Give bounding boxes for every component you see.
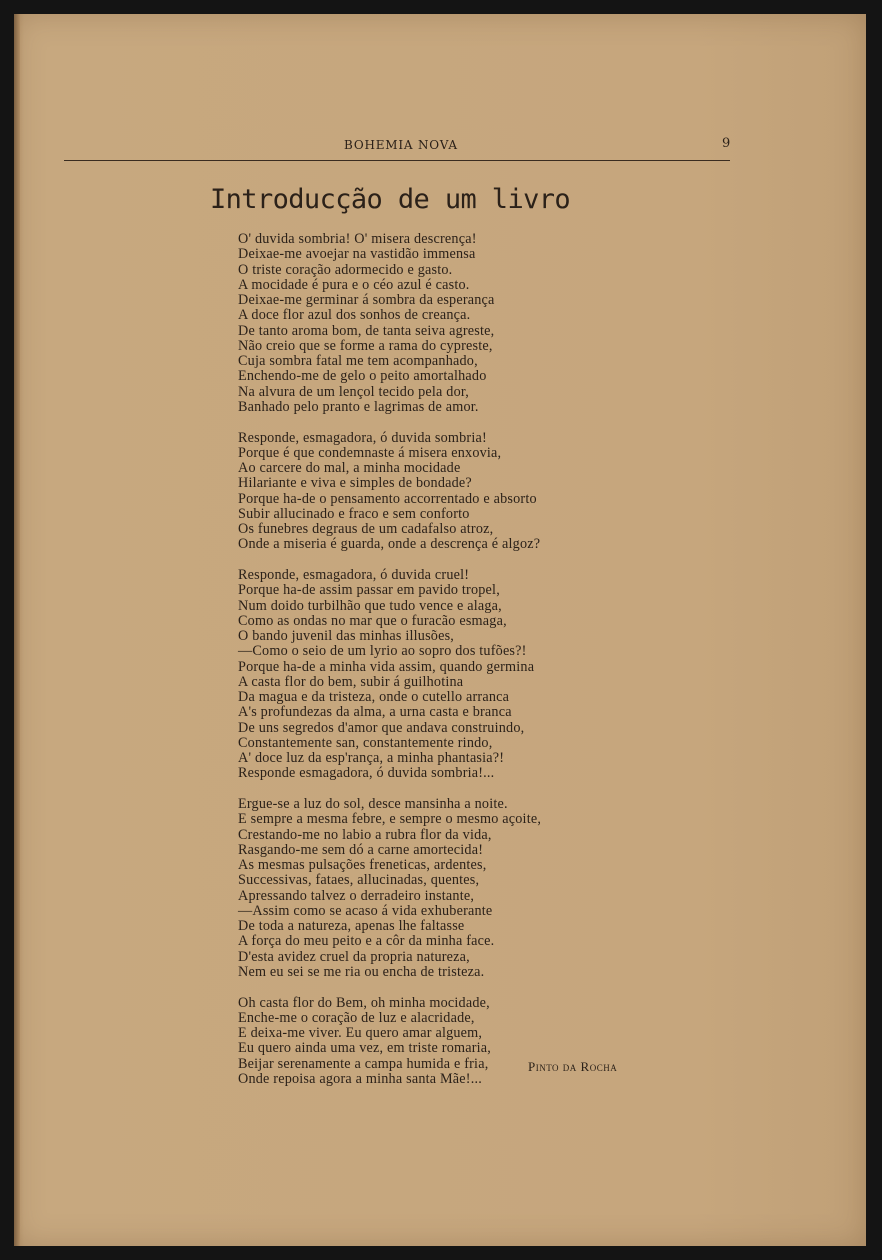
poem-line: A doce flor azul dos sonhos de creança. xyxy=(238,307,471,324)
poem-line: Enche-me o coração de luz e alacridade, xyxy=(238,1009,475,1026)
poem-line: A força do meu peito e a côr da minha face. xyxy=(238,933,495,950)
poem-line: Num doido turbilhão que tudo vence e alaga, xyxy=(238,597,502,614)
poem-line: Crestando-me no labio a rubra flor da vida, xyxy=(238,826,492,843)
stanza xyxy=(238,232,541,415)
stanza xyxy=(238,797,541,980)
poem-line: D'esta avidez cruel da propria natureza, xyxy=(238,948,470,965)
poem-body xyxy=(238,232,541,1103)
poem-line: Ergue-se a luz do sol, desce mansinha a noite. xyxy=(238,796,508,812)
stanza xyxy=(238,431,541,553)
poem-line: Da magua e da tristeza, onde o cutello arranca xyxy=(238,689,510,705)
poem-line: Responde, esmagadora, ó duvida cruel! xyxy=(238,567,470,583)
poem-line: Responde, esmagadora, ó duvida sombria! xyxy=(238,429,487,446)
poem-line: Deixae-me avoejar na vastidão immensa xyxy=(238,246,476,263)
header-rule xyxy=(64,160,730,161)
stanza xyxy=(238,996,541,1088)
poem-line: Porque ha-de assim passar em pavido tropel, xyxy=(238,582,500,599)
author-signature xyxy=(528,1059,617,1075)
poem-line: Rasgando-me sem dó a carne amortecida! xyxy=(238,841,484,858)
page-spine-shadow xyxy=(14,14,20,1246)
poem-line: O triste coração adormecido e gasto. xyxy=(238,261,453,278)
poem-title: Introducção de um livro xyxy=(210,184,571,215)
poem-line: De uns segredos d'amor que andava construindo, xyxy=(238,719,525,736)
poem-line: Os funebres degraus de um cadafalso atroz, xyxy=(238,521,494,537)
poem-line: E sempre a mesma febre, e sempre o mesmo açoite, xyxy=(238,811,542,828)
poem-line: Beijar serenamente a campa humida e fria, xyxy=(238,1055,489,1072)
author-name: Pinto da Rocha xyxy=(528,1059,618,1074)
poem-line: O' duvida sombria! O' misera descrença! xyxy=(238,231,477,247)
poem-line: Apressando talvez o derradeiro instante, xyxy=(238,887,475,904)
poem-line: E deixa-me viver. Eu quero amar alguem, xyxy=(238,1025,483,1041)
poem-line: Porque ha-de o pensamento accorrentado e absorto xyxy=(238,490,537,507)
book-page xyxy=(14,14,866,1246)
poem-line: Onde repoisa agora a minha santa Mãe!... xyxy=(238,1070,482,1087)
poem-line: Como as ondas no mar que o furacão esmaga, xyxy=(238,612,507,629)
poem-line: Banhado pelo pranto e lagrimas de amor. xyxy=(238,398,479,415)
poem-line: Cuja sombra fatal me tem acompanhado, xyxy=(238,353,478,369)
poem-line: Eu quero ainda uma vez, em triste romaria, xyxy=(238,1040,492,1057)
poem-line: Responde esmagadora, ó duvida sombria!... xyxy=(238,765,495,782)
poem-line: Ao carcere do mal, a minha mocidade xyxy=(238,460,461,476)
poem-line: Nem eu sei se me ria ou encha de tristeza. xyxy=(238,963,485,980)
poem-line: Enchendo-me de gelo o peito amortalhado xyxy=(238,368,487,385)
poem-line: Successivas, fataes, allucinadas, quentes, xyxy=(238,872,480,889)
poem-line: Porque é que condemnaste á misera enxovia, xyxy=(238,444,502,461)
poem-line: A mocidade é pura e o céo azul é casto. xyxy=(238,276,470,293)
poem-line: De tanto aroma bom, de tanta seiva agreste, xyxy=(238,322,495,339)
poem-line: —Como o seio de um lyrio ao sopro dos tufões?! xyxy=(238,643,527,660)
poem-line: Na alvura de um lençol tecido pela dor, xyxy=(238,383,469,400)
poem-line: Oh casta flor do Bem, oh minha mocidade, xyxy=(238,994,490,1011)
poem-line: A casta flor do bem, subir á guilhotina xyxy=(238,673,464,690)
poem-line: De toda a natureza, apenas lhe faltasse xyxy=(238,918,465,934)
poem-line: Porque ha-de a minha vida assim, quando germina xyxy=(238,658,535,675)
poem-line: —Assim como se acaso á vida exhuberante xyxy=(238,902,493,919)
poem-line: O bando juvenil das minhas illusões, xyxy=(238,628,455,644)
poem-line: Constantemente san, constantemente rindo, xyxy=(238,734,493,751)
poem-line: Onde a miseria é guarda, onde a descrença é algoz? xyxy=(238,536,541,553)
poem-line: A's profundezas da alma, a urna casta e branca xyxy=(238,704,512,721)
poem-line: Deixae-me germinar á sombra da esperança xyxy=(238,292,495,308)
poem-line: Hilariante e viva e simples de bondade? xyxy=(238,475,472,492)
running-title: BOHEMIA NOVA xyxy=(344,138,458,152)
poem-line: A' doce luz da esp'rança, a minha phantasia?! xyxy=(238,750,505,766)
page-number: 9 xyxy=(722,136,731,151)
poem-line: Não creio que se forme a rama do cypreste, xyxy=(238,337,493,354)
stanza xyxy=(238,568,541,782)
poem-line: Subir allucinado e fraco e sem conforto xyxy=(238,505,470,522)
poem-line: As mesmas pulsações freneticas, ardentes, xyxy=(238,857,487,873)
